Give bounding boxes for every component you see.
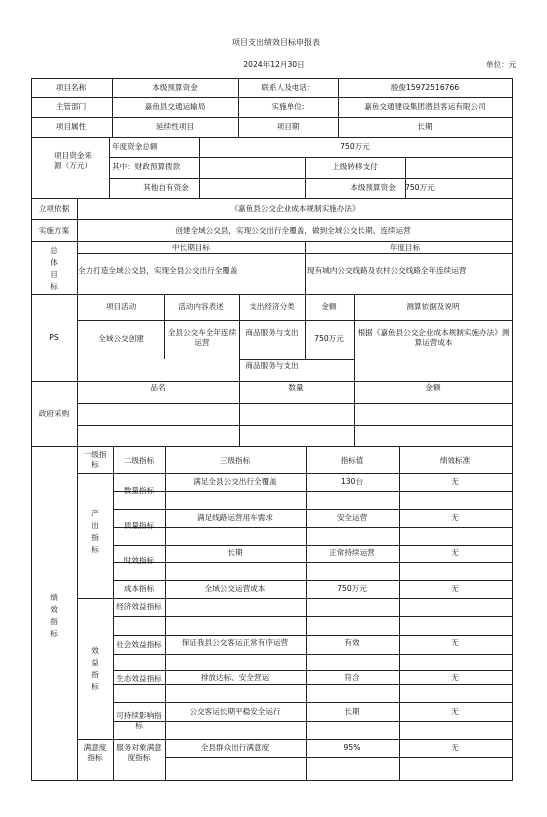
perf-row-std: 无 — [451, 638, 459, 647]
year-goal-label: 年度目标 — [389, 243, 421, 252]
perf-row-l2: 时效指标 — [123, 556, 155, 565]
perf-row-l2: 可持续影响指标 — [116, 711, 162, 730]
perf-row-std: 无 — [451, 707, 459, 716]
ps-content: 全县公交车全年连续运营 — [167, 328, 237, 347]
local-value: 750万元 — [405, 183, 435, 192]
project-name-label: 项目名称 — [55, 83, 87, 92]
perf-row-l3: 保证我县公交客运正常有序运营 — [181, 638, 289, 647]
output-label: 产出指标 — [91, 509, 99, 554]
perf-label: 绩效指标 — [50, 593, 58, 638]
ps-header-class: 支出经济分类 — [249, 302, 295, 311]
perf-row-std: 无 — [451, 673, 459, 682]
ps-class: 商品服务与支出 — [245, 328, 299, 337]
year-goal-value: 现有城内公交线路及农村公交线路全年连续运营 — [307, 266, 467, 275]
mid-goal-label: 中长期目标 — [172, 243, 210, 252]
procure-header-name: 品名 — [150, 383, 166, 392]
ps-label: PS — [49, 333, 59, 342]
annual-value: 750万元 — [340, 142, 370, 151]
perf-row-l2: 生态效益指标 — [116, 674, 162, 683]
report-date: 2024年12月30日 — [243, 60, 305, 69]
perf-row-std: 无 — [451, 743, 459, 752]
perf-row-std: 无 — [451, 584, 459, 593]
page-title: 项目支出绩效目标申报表 — [232, 38, 320, 47]
local-label: 本级预算资金 — [350, 183, 396, 192]
project-name: 本级预算资金 — [152, 83, 198, 92]
perf-row-value: 750万元 — [337, 584, 367, 593]
perf-row-l3: 排放达标、安全营运 — [200, 673, 270, 682]
ps-class-2: 商品服务与支出 — [245, 361, 299, 370]
perf-header-l3: 三级指标 — [219, 456, 251, 465]
perf-row-std: 无 — [451, 477, 459, 486]
perf-row-l3: 长期 — [227, 548, 243, 557]
overall-label: 总体目标 — [50, 246, 58, 291]
basis-label: 立项依据 — [38, 204, 70, 213]
period-value: 长期 — [417, 122, 433, 131]
period-label: 项目期 — [276, 122, 300, 131]
unit-label: 单位：元 — [486, 60, 517, 69]
funding-label: 项目资金来源（万元） — [54, 151, 92, 170]
dept-value: 嘉鱼县交通运输局 — [144, 102, 206, 111]
perf-row-value: 正常持续运营 — [329, 548, 375, 557]
plan-value: 创建全域公交县，实现公交出行全覆盖，做到全域公交长期、连续运营 — [175, 226, 411, 235]
perf-row-value: 安全运营 — [336, 513, 368, 522]
fiscal-label: 其中：财政预算拨款 — [112, 162, 181, 171]
perf-row-l3: 公交客运长期平稳安全运行 — [189, 707, 281, 716]
perf-row-value: 95% — [343, 743, 361, 752]
perf-row-std: 无 — [451, 513, 459, 522]
procure-header-qty: 数量 — [288, 383, 304, 392]
perf-row-l2: 成本指标 — [123, 584, 155, 593]
perf-row-value: 符合 — [344, 673, 360, 682]
perf-row-l2: 质量指标 — [123, 521, 155, 530]
perf-row-l2: 经济效益指标 — [116, 602, 162, 611]
perf-row-l3: 全域公交运营成本 — [204, 584, 266, 593]
benefit-label: 效益指标 — [91, 646, 99, 691]
perf-row-std: 无 — [451, 548, 459, 557]
perf-header-l1: 一级指标 — [83, 450, 107, 469]
contact-label: 联系人及电话： — [261, 83, 315, 92]
transfer-label: 上级转移支付 — [332, 162, 378, 171]
perf-row-l2: 服务对象满意度指标 — [116, 743, 162, 762]
perf-row-value: 有效 — [344, 638, 360, 647]
impl-label: 实施单位: — [271, 102, 305, 111]
perf-row-l3: 全县群众出行满意度 — [200, 743, 270, 752]
perf-header-std: 绩效标准 — [439, 456, 471, 465]
attr-value: 延续性项目 — [156, 122, 194, 131]
perf-header-value: 指标值 — [340, 456, 364, 465]
impl-value: 嘉鱼交通建设集团潜县客运有限公司 — [364, 102, 486, 111]
ps-basis: 根据《嘉鱼县公交企业成本规制实施办法》测算运营成本 — [357, 328, 510, 347]
perf-header-l2: 二级指标 — [123, 456, 155, 465]
dept-label: 主管部门 — [55, 102, 87, 111]
perf-row-value: 130台 — [340, 477, 364, 486]
ps-activity: 全域公交创建 — [98, 334, 144, 343]
perf-row-l3: 满足全县公交出行全覆盖 — [193, 477, 277, 486]
procure-header-amount: 金额 — [425, 383, 441, 392]
perf-row-l3: 满足线路运营用车需求 — [197, 513, 273, 522]
other-label: 其他自有资金 — [143, 183, 189, 192]
ps-header-content: 活动内容表述 — [178, 302, 224, 311]
attr-label: 项目属性 — [55, 122, 87, 131]
mid-goal-value: 全力打造全域公交县，实现全县公交出行全覆盖 — [78, 266, 238, 275]
perf-row-l2: 社会效益指标 — [116, 640, 162, 649]
contact-value: 殷俊15972516766 — [390, 83, 460, 92]
perf-row-l2: 数量指标 — [123, 486, 155, 495]
ps-amount: 750万元 — [314, 334, 344, 343]
ps-header-basis: 测算依据及说明 — [406, 302, 460, 311]
basis-value: 《嘉鱼县公交企业成本规制实施办法》 — [230, 204, 360, 213]
annual-label: 年度资金总额 — [112, 142, 158, 151]
satisfaction-label: 满意度指标 — [83, 743, 107, 762]
ps-header-activity: 项目活动 — [105, 302, 137, 311]
plan-label: 实施方案 — [38, 226, 70, 235]
perf-row-value: 长期 — [344, 707, 360, 716]
procure-label: 政府采购 — [38, 409, 70, 418]
ps-header-amount: 金额 — [321, 302, 337, 311]
